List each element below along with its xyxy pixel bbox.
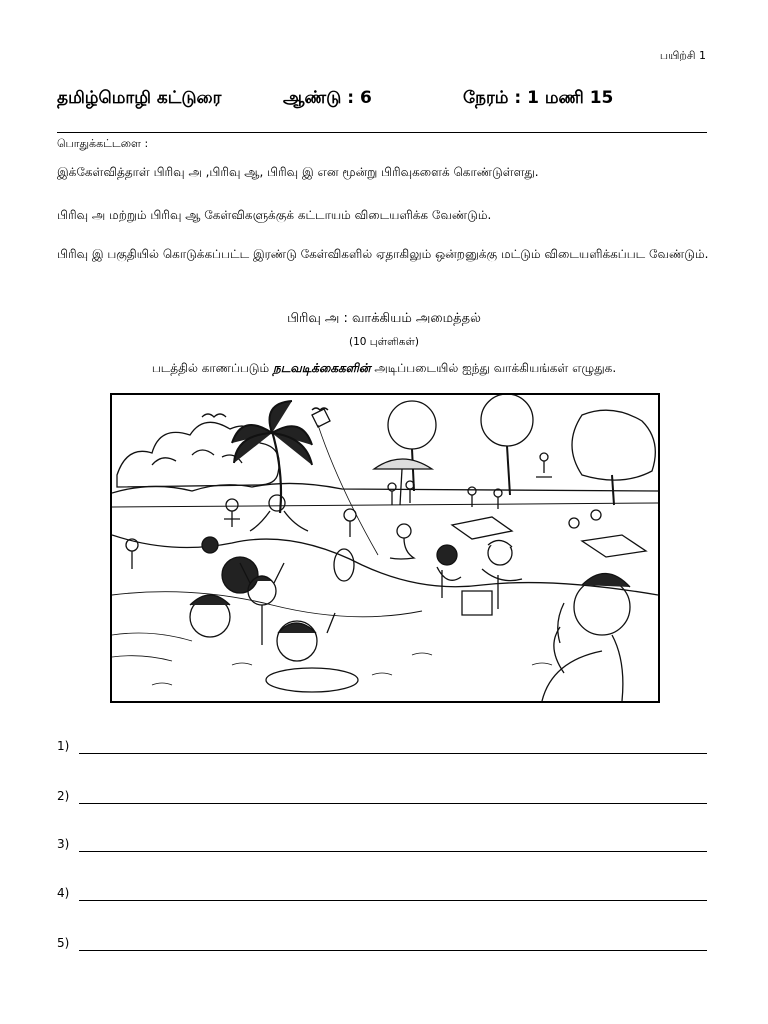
page-label: பயிற்சி 1	[659, 49, 706, 62]
answer-rule-1[interactable]	[79, 753, 707, 754]
answer-number-5: 5)	[57, 936, 70, 950]
answer-number-2: 2)	[57, 789, 70, 803]
answer-line-1[interactable]	[57, 739, 707, 757]
exam-header	[57, 88, 717, 114]
instruction-item-3: பிரிவு இ பகுதியில் கொடுக்கப்பட்ட இரண்டு கேள்விகளில் ஏதாகிலும் ஒன்றனுக்கு மட்டும் விடையளிக்கப்பட வேண்டும்.	[57, 247, 709, 261]
answer-line-4[interactable]	[57, 886, 707, 904]
section-title: பிரிவு அ : வாக்கியம் அமைத்தல்	[287, 311, 481, 326]
beach-scene-illustration	[110, 393, 660, 703]
time-label: நேரம் : 1 மணி 15	[463, 88, 614, 108]
task-text-before: படத்தில் காணப்படும்	[151, 361, 273, 375]
answer-line-3[interactable]	[57, 837, 707, 855]
instruction-item-2: பிரிவு அ மற்றும் பிரிவு ஆ கேள்விகளுக்குக் கட்டாயம் விடையளிக்க வேண்டும்.	[57, 208, 492, 222]
answer-line-2[interactable]	[57, 789, 707, 807]
task-text-after: அடிப்படையில் ஐந்து வாக்கியங்கள் எழுதுக.	[370, 361, 617, 375]
section-marks: (10 புள்ளிகள்)	[349, 336, 419, 348]
answer-rule-4[interactable]	[79, 900, 707, 901]
beach-scene-drawing	[112, 395, 658, 701]
answer-rule-3[interactable]	[79, 851, 707, 852]
answer-rule-5[interactable]	[79, 950, 707, 951]
instruction-item-1: இக்கேள்வித்தாள் பிரிவு அ ,பிரிவு ஆ, பிரிவு இ என மூன்று பிரிவுகளைக் கொண்டுள்ளது.	[57, 165, 539, 179]
header-divider	[57, 132, 707, 133]
answer-number-3: 3)	[57, 837, 70, 851]
answer-number-4: 4)	[57, 886, 70, 900]
task-text-bold: நடவடிக்கைகளின்	[273, 361, 371, 375]
task-instruction	[0, 361, 768, 377]
answer-number-1: 1)	[57, 739, 70, 753]
answer-rule-2[interactable]	[79, 803, 707, 804]
subject-title: தமிழ்மொழி கட்டுரை	[57, 88, 222, 108]
instructions-title: பொதுக்கட்டளை :	[57, 137, 149, 150]
year-label: ஆண்டு : 6	[283, 88, 372, 108]
answer-line-5[interactable]	[57, 936, 707, 954]
